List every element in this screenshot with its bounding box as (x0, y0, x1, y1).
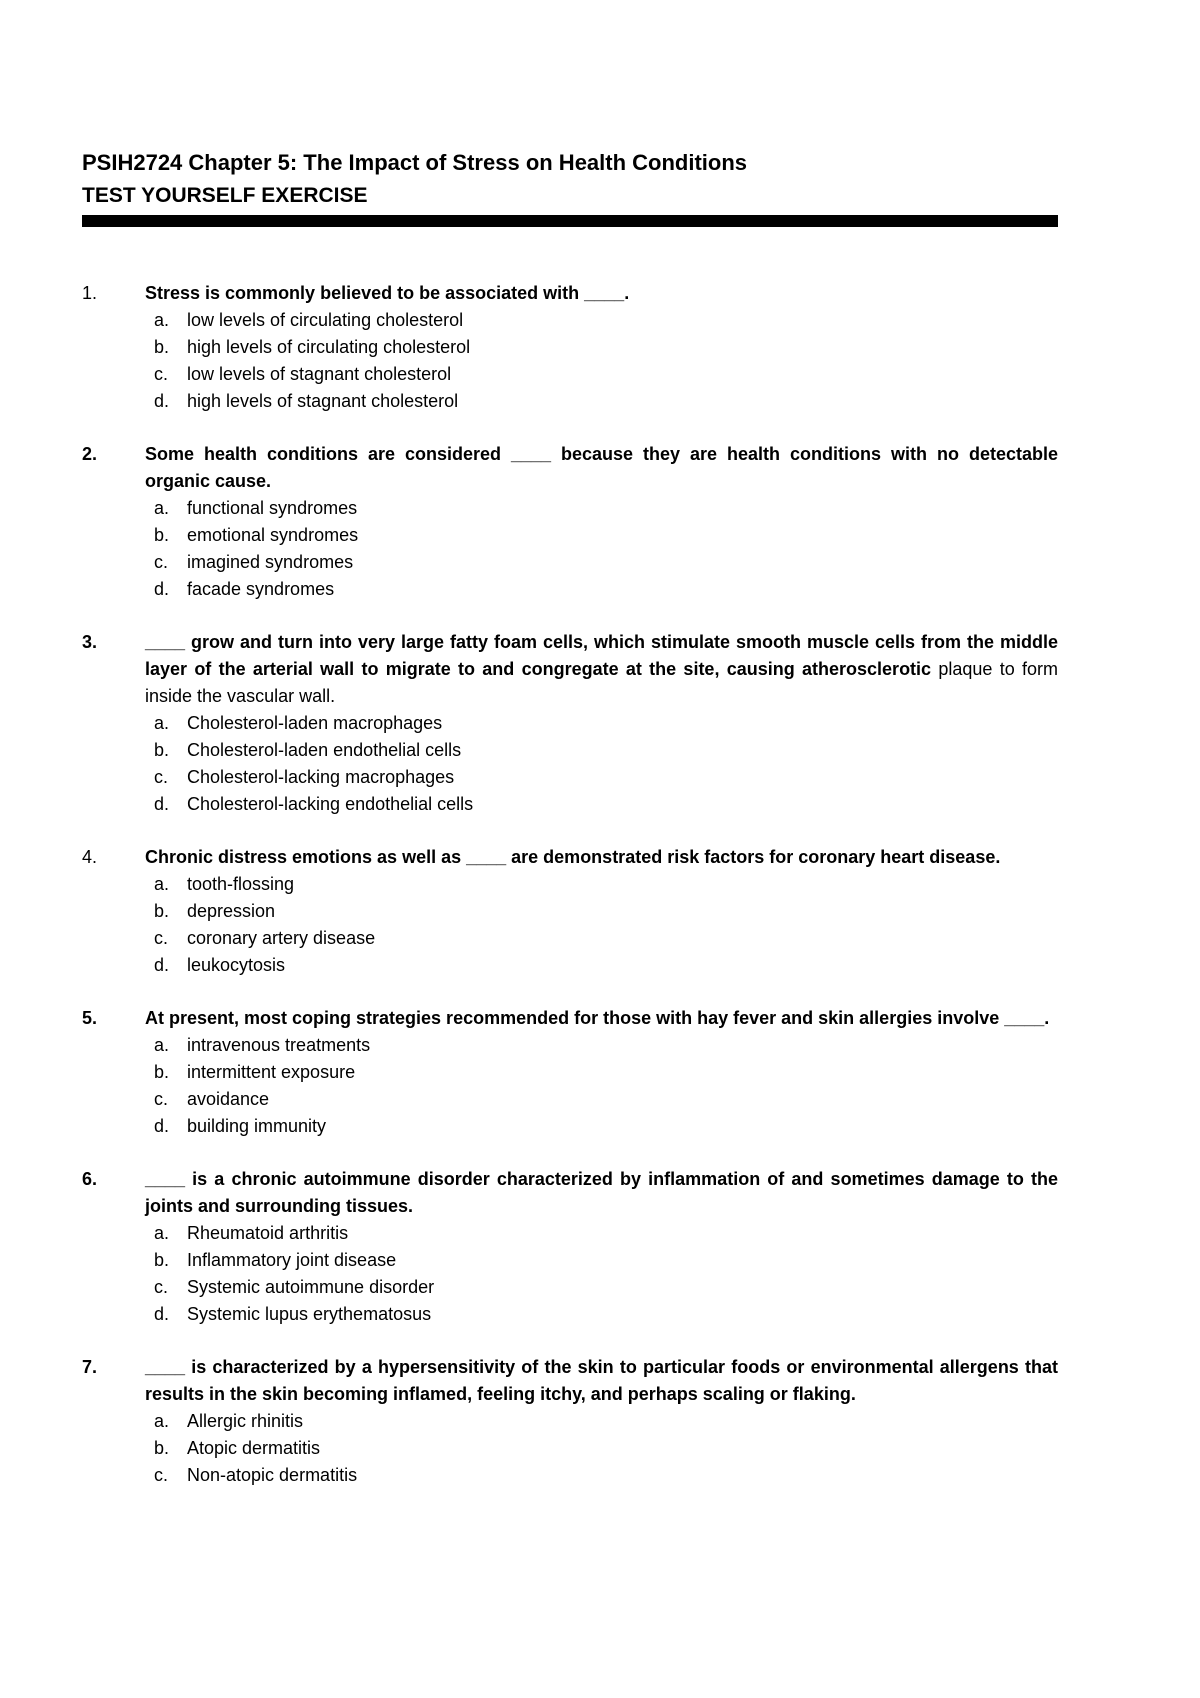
option-text: Cholesterol-laden macrophages (187, 713, 443, 733)
question-text-tail: plaque to form inside the vascular wall. (145, 659, 1058, 706)
option-item (145, 764, 1058, 791)
question-text (145, 629, 1058, 710)
option-letter: c. (154, 552, 169, 572)
option-letter: b. (154, 525, 170, 545)
option-text: depression (187, 901, 276, 921)
option-item (145, 1462, 1058, 1489)
option-text: facade syndromes (187, 579, 335, 599)
option-item (145, 522, 1058, 549)
option-item (145, 1113, 1058, 1140)
option-letter: a. (154, 1411, 170, 1431)
option-text: Inflammatory joint disease (187, 1250, 397, 1270)
option-text: leukocytosis (187, 955, 286, 975)
option-item (145, 791, 1058, 818)
question-number: 4. (82, 847, 98, 867)
question-number: 6. (82, 1169, 98, 1189)
option-text: Rheumatoid arthritis (187, 1223, 349, 1243)
question-5 (82, 1005, 1058, 1140)
option-list (145, 710, 1058, 818)
question-text: At present, most coping strategies recommended for those with hay fever and skin allergies involve ____. (145, 1008, 1050, 1028)
option-letter: b. (154, 740, 170, 760)
option-item (145, 1059, 1058, 1086)
question-text: ____ is a chronic autoimmune disorder characterized by inflammation of and sometimes damage to the joints and surrounding tissues. (145, 1169, 1058, 1216)
option-item (145, 1220, 1058, 1247)
option-letter: d. (154, 1304, 170, 1324)
question-2 (82, 441, 1058, 603)
option-letter: d. (154, 794, 170, 814)
option-text: Non-atopic dermatitis (187, 1465, 358, 1485)
option-item (145, 388, 1058, 415)
option-list (145, 495, 1058, 603)
option-item (145, 495, 1058, 522)
question-number: 3. (82, 632, 98, 652)
option-text: low levels of circulating cholesterol (187, 310, 464, 330)
option-letter: d. (154, 1116, 170, 1136)
option-item (145, 925, 1058, 952)
option-letter: a. (154, 498, 170, 518)
option-text: intermittent exposure (187, 1062, 356, 1082)
option-item (145, 361, 1058, 388)
question-number: 2. (82, 444, 98, 464)
question-text-main: ____ grow and turn into very large fatty foam cells, which stimulate smooth muscle cells from the middle layer of the arterial wall to migrate to and congregate at the site, causing atherosclerotic (145, 632, 1058, 679)
option-item (145, 1086, 1058, 1113)
option-item (145, 710, 1058, 737)
option-item (145, 549, 1058, 576)
option-item (145, 1301, 1058, 1328)
question-text: Stress is commonly believed to be associated with ____. (145, 283, 630, 303)
option-text: Atopic dermatitis (187, 1438, 321, 1458)
option-text: emotional syndromes (187, 525, 359, 545)
option-item (145, 898, 1058, 925)
option-list (145, 1220, 1058, 1328)
option-list (145, 307, 1058, 415)
option-letter: d. (154, 391, 170, 411)
option-item (145, 576, 1058, 603)
option-list (145, 1032, 1058, 1140)
question-number: 1. (82, 283, 98, 303)
option-item (145, 1435, 1058, 1462)
option-text: intravenous treatments (187, 1035, 371, 1055)
option-text: low levels of stagnant cholesterol (187, 364, 452, 384)
option-list (145, 1408, 1058, 1489)
option-item (145, 1032, 1058, 1059)
question-6 (82, 1166, 1058, 1328)
question-4 (82, 844, 1058, 979)
question-list (82, 280, 1058, 1515)
question-text: Some health conditions are considered ____ because they are health conditions with no detectable organic cause. (145, 444, 1058, 491)
option-text: coronary artery disease (187, 928, 376, 948)
option-letter: a. (154, 713, 170, 733)
question-1 (82, 280, 1058, 415)
option-letter: a. (154, 1035, 170, 1055)
option-letter: b. (154, 1062, 170, 1082)
option-text: functional syndromes (187, 498, 358, 518)
option-text: high levels of stagnant cholesterol (187, 391, 459, 411)
option-text: Cholesterol-laden endothelial cells (187, 740, 462, 760)
option-letter: a. (154, 874, 170, 894)
option-letter: c. (154, 364, 169, 384)
option-item (145, 871, 1058, 898)
option-letter: d. (154, 955, 170, 975)
option-letter: c. (154, 1089, 169, 1109)
option-text: avoidance (187, 1089, 270, 1109)
option-letter: a. (154, 310, 170, 330)
option-letter: c. (154, 1465, 169, 1485)
question-number: 7. (82, 1357, 98, 1377)
question-text: Chronic distress emotions as well as ____ are demonstrated risk factors for coronary heart disease. (145, 847, 1001, 867)
option-list (145, 871, 1058, 979)
option-item (145, 1247, 1058, 1274)
question-number: 5. (82, 1008, 98, 1028)
header-divider (82, 215, 1058, 227)
option-text: building immunity (187, 1116, 327, 1136)
option-letter: a. (154, 1223, 170, 1243)
option-letter: c. (154, 1277, 169, 1297)
option-text: Cholesterol-lacking endothelial cells (187, 794, 474, 814)
question-7 (82, 1354, 1058, 1489)
option-letter: b. (154, 337, 170, 357)
option-text: Cholesterol-lacking macrophages (187, 767, 455, 787)
option-item (145, 1408, 1058, 1435)
option-text: Allergic rhinitis (187, 1411, 304, 1431)
option-item (145, 307, 1058, 334)
option-letter: b. (154, 1250, 170, 1270)
option-text: imagined syndromes (187, 552, 354, 572)
option-item (145, 334, 1058, 361)
option-letter: d. (154, 579, 170, 599)
option-text: high levels of circulating cholesterol (187, 337, 471, 357)
option-item (145, 737, 1058, 764)
document-subtitle: TEST YOURSELF EXERCISE (82, 184, 368, 207)
option-text: Systemic lupus erythematosus (187, 1304, 432, 1324)
option-letter: c. (154, 928, 169, 948)
option-text: tooth-flossing (187, 874, 295, 894)
option-item (145, 1274, 1058, 1301)
option-letter: c. (154, 767, 169, 787)
option-text: Systemic autoimmune disorder (187, 1277, 435, 1297)
question-3 (82, 629, 1058, 818)
option-item (145, 952, 1058, 979)
document-title: PSIH2724 Chapter 5: The Impact of Stress on Health Conditions (82, 150, 748, 175)
question-text: ____ is characterized by a hypersensitivity of the skin to particular foods or environmental allergens that results in the skin becoming inflamed, feeling itchy, and perhaps scaling or flaking. (145, 1357, 1058, 1404)
option-letter: b. (154, 1438, 170, 1458)
option-letter: b. (154, 901, 170, 921)
